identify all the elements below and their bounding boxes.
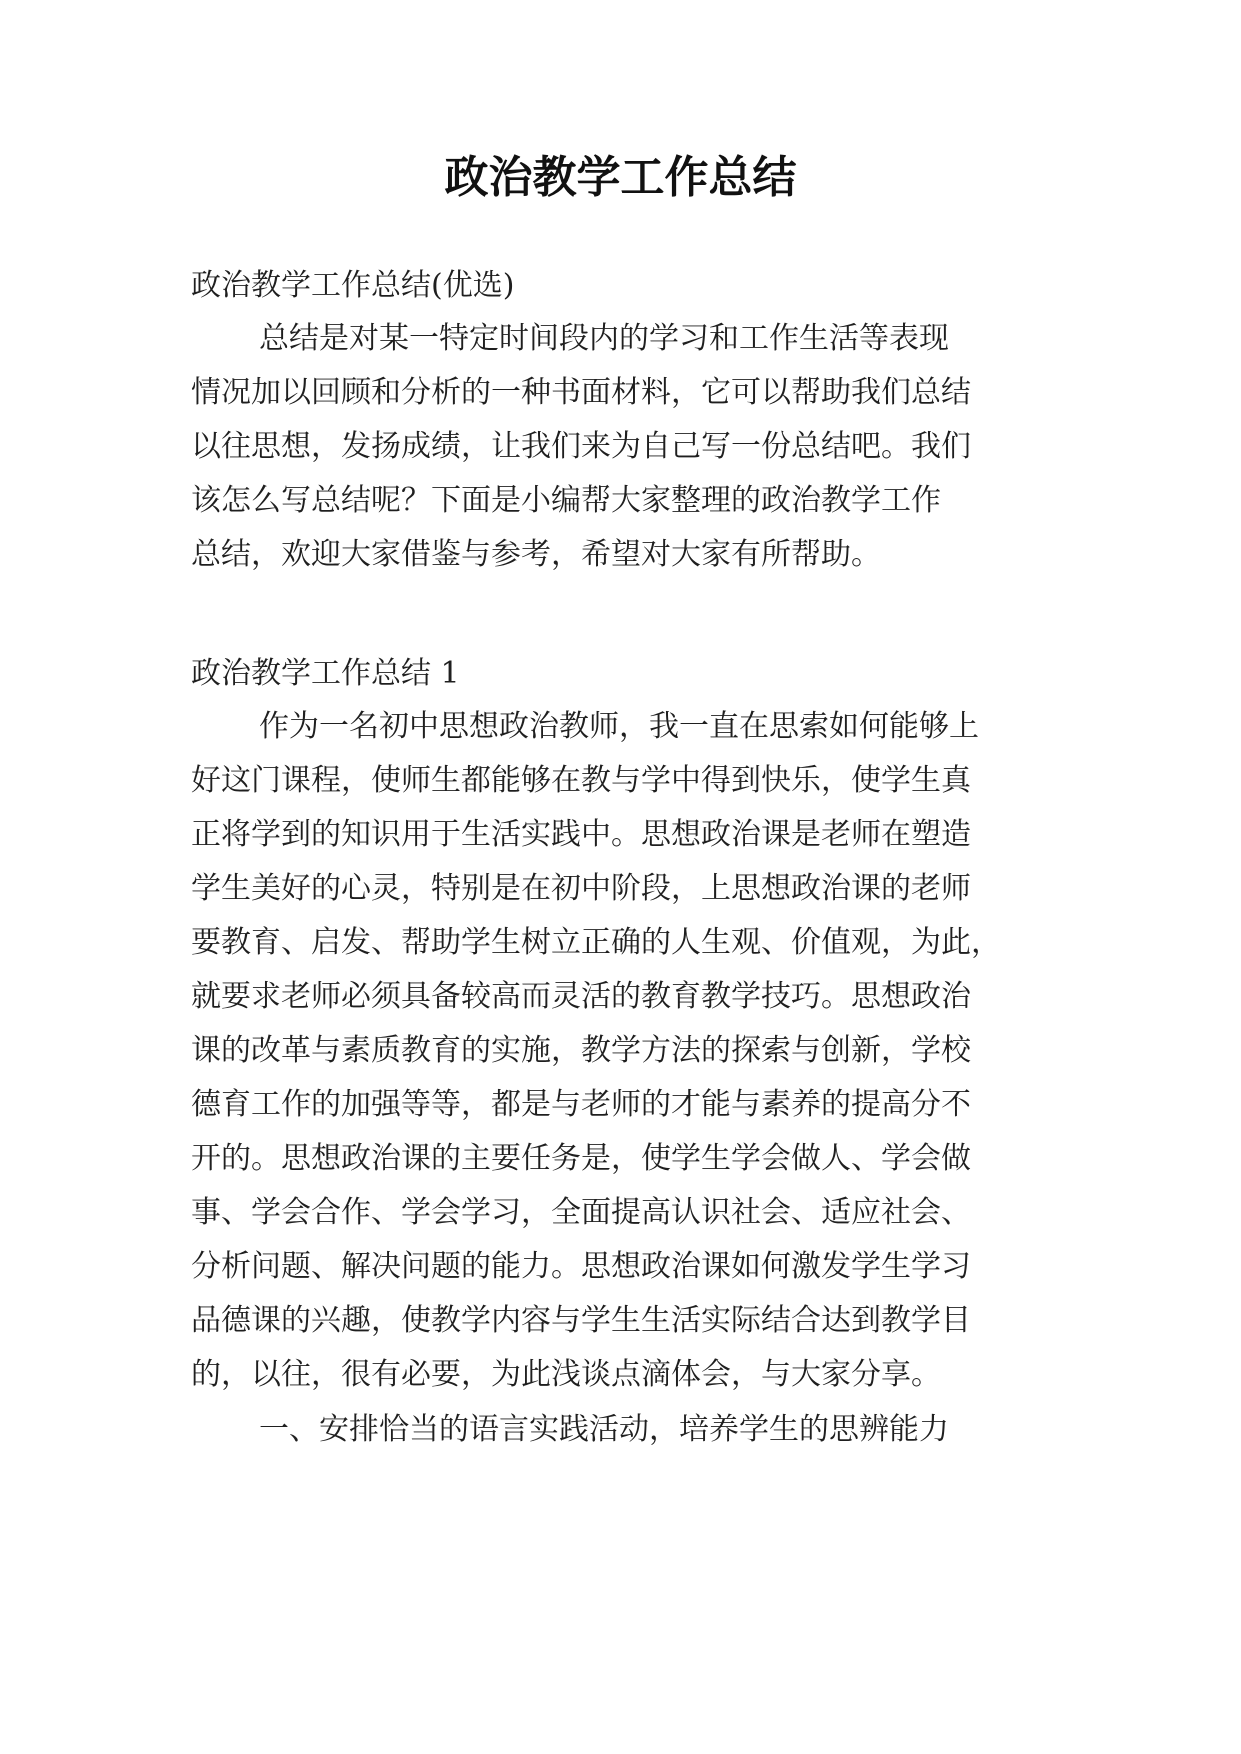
- body-line: 事、学会合作、学会学习，全面提高认识社会、适应社会、: [191, 1195, 971, 1230]
- body-line: 要教育、启发、帮助学生树立正确的人生观、价值观，为此，: [191, 925, 1001, 960]
- body-line: 品德课的兴趣，使教学内容与学生生活实际结合达到教学目: [191, 1303, 971, 1338]
- intro-line: 总结，欢迎大家借鉴与参考，希望对大家有所帮助。: [191, 537, 881, 572]
- body-line: 作为一名初中思想政治教师，我一直在思索如何能够上: [259, 709, 979, 744]
- intro-line: 该怎么写总结呢？下面是小编帮大家整理的政治教学工作: [191, 483, 941, 518]
- intro-line: 情况加以回顾和分析的一种书面材料，它可以帮助我们总结: [191, 375, 971, 410]
- section-heading: 政治教学工作总结 1: [191, 656, 460, 691]
- body-line: 学生美好的心灵，特别是在初中阶段，上思想政治课的老师: [191, 871, 971, 906]
- intro-line: 总结是对某一特定时间段内的学习和工作生活等表现: [259, 321, 949, 356]
- body-line: 正将学到的知识用于生活实践中。思想政治课是老师在塑造: [191, 817, 971, 852]
- document-title: 政治教学工作总结: [444, 152, 797, 203]
- point-heading: 一、安排恰当的语言实践活动，培养学生的思辨能力: [259, 1412, 949, 1447]
- body-line: 课的改革与素质教育的实施，教学方法的探索与创新，学校: [191, 1033, 971, 1068]
- body-line: 分析问题、解决问题的能力。思想政治课如何激发学生学习: [191, 1249, 971, 1284]
- document-subtitle: 政治教学工作总结(优选): [191, 268, 515, 303]
- intro-line: 以往思想，发扬成绩，让我们来为自己写一份总结吧。我们: [191, 429, 971, 464]
- body-line: 就要求老师必须具备较高而灵活的教育教学技巧。思想政治: [191, 979, 971, 1014]
- body-line: 好这门课程，使师生都能够在教与学中得到快乐，使学生真: [191, 763, 971, 798]
- body-line: 开的。思想政治课的主要任务是，使学生学会做人、学会做: [191, 1141, 971, 1176]
- body-line: 的，以往，很有必要，为此浅谈点滴体会，与大家分享。: [191, 1357, 941, 1392]
- body-line: 德育工作的加强等等，都是与老师的才能与素养的提高分不: [191, 1087, 971, 1122]
